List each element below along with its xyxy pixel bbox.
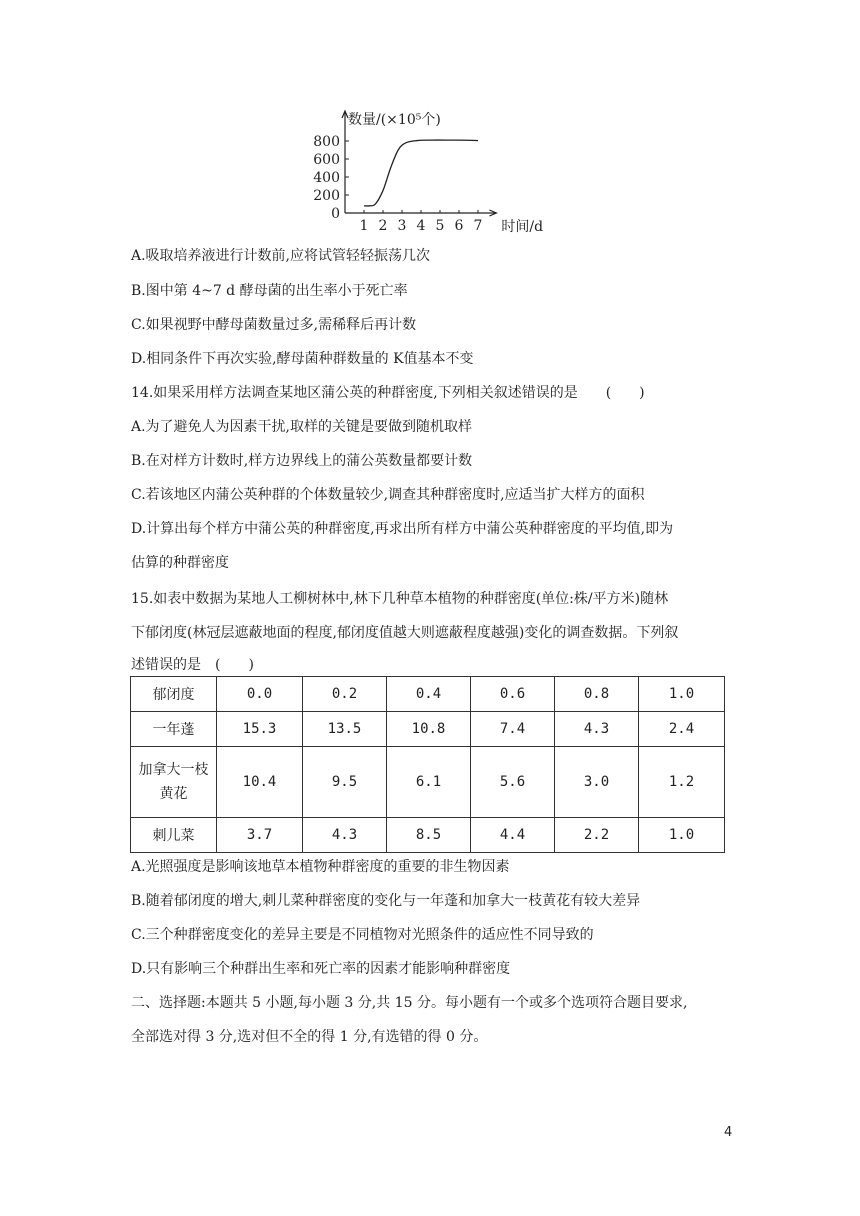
table-cell: 8.5 bbox=[387, 818, 471, 853]
table-cell: 4.4 bbox=[471, 818, 555, 853]
q15-option-a: A.光照强度是影响该地草本植物种群密度的重要的非生物因素 bbox=[131, 859, 510, 875]
table-row bbox=[131, 677, 725, 712]
table-cell: 3.0 bbox=[555, 747, 639, 818]
table-row bbox=[131, 747, 725, 818]
q13-option-d: D.相同条件下再次实验,酵母菌种群数量的 K值基本不变 bbox=[131, 351, 474, 367]
table-cell: 0.6 bbox=[471, 677, 555, 712]
table-cell: 0.2 bbox=[303, 677, 387, 712]
population-curve bbox=[364, 140, 478, 206]
x-tick-label: 4 bbox=[416, 218, 426, 234]
table-cell: 10.8 bbox=[387, 712, 471, 747]
x-tick-label: 2 bbox=[378, 218, 388, 234]
x-tick-label: 3 bbox=[397, 218, 407, 234]
x-tick-label: 1 bbox=[359, 218, 369, 234]
table-cell bbox=[131, 747, 217, 818]
table-cell: 4.3 bbox=[555, 712, 639, 747]
table-cell: 3.7 bbox=[217, 818, 303, 853]
table-cell: 2.4 bbox=[639, 712, 725, 747]
table-cell: 一年蓬 bbox=[131, 712, 217, 747]
table-cell: 2.2 bbox=[555, 818, 639, 853]
table-cell: 0.0 bbox=[217, 677, 303, 712]
section2-instructions-line1: 二、选择题:本题共 5 小题,每小题 3 分,共 15 分。每小题有一个或多个选项符合题目要求, bbox=[131, 995, 688, 1011]
y-tick-label: 800 bbox=[313, 134, 340, 150]
table-cell: 15.3 bbox=[217, 712, 303, 747]
table-cell: 4.3 bbox=[303, 818, 387, 853]
q15-option-b: B.随着郁闭度的增大,刺儿菜种群密度的变化与一年蓬和加拿大一枝黄花有较大差异 bbox=[131, 893, 641, 909]
x-tick-label: 6 bbox=[454, 218, 464, 234]
q15-data-table bbox=[130, 676, 725, 853]
row-label-line: 黄花 bbox=[159, 786, 188, 802]
y-tick-label: 0 bbox=[331, 206, 340, 222]
page-number: 4 bbox=[724, 1125, 733, 1140]
q15-stem-line2: 下郁闭度(林冠层遮蔽地面的程度,郁闭度值越大则遮蔽程度越强)变化的调查数据。下列叙 bbox=[131, 625, 679, 641]
q14-option-b: B.在对样方计数时,样方边界线上的蒲公英数量都要计数 bbox=[131, 453, 473, 469]
table-row bbox=[131, 818, 725, 853]
section2-instructions-line2: 全部选对得 3 分,选对但不全的得 1 分,有选错的得 0 分。 bbox=[131, 1029, 488, 1045]
table-cell: 10.4 bbox=[217, 747, 303, 818]
q13-option-c: C.如果视野中酵母菌数量过多,需稀释后再计数 bbox=[131, 317, 417, 333]
q14-option-a: A.为了避免人为因素干扰,取样的关键是要做到随机取样 bbox=[131, 419, 473, 435]
table-cell: 5.6 bbox=[471, 747, 555, 818]
q15-option-c: C.三个种群密度变化的差异主要是不同植物对光照条件的适应性不同导致的 bbox=[131, 927, 594, 943]
x-axis-label: 时间/d bbox=[501, 219, 544, 235]
table-cell: 1.2 bbox=[639, 747, 725, 818]
q13-option-b: B.图中第 4~7 d 酵母菌的出生率小于死亡率 bbox=[131, 283, 408, 299]
x-tick-label: 5 bbox=[435, 218, 445, 234]
table-cell: 9.5 bbox=[303, 747, 387, 818]
row-label-line: 加拿大一枝 bbox=[138, 762, 209, 778]
table-cell: 1.0 bbox=[639, 677, 725, 712]
q14-option-d-line1: D.计算出每个样方中蒲公英的种群密度,再求出所有样方中蒲公英种群密度的平均值,即为 bbox=[131, 521, 674, 537]
q13-option-a: A.吸取培养液进行计数前,应将试管轻轻振荡几次 bbox=[131, 248, 431, 264]
q14-stem: 14.如果采用样方法调查某地区蒲公英的种群密度,下列相关叙述错误的是 ( ) bbox=[131, 385, 645, 401]
table-cell: 0.4 bbox=[387, 677, 471, 712]
table-cell: 刺儿菜 bbox=[131, 818, 217, 853]
q14-option-d-line2: 估算的种群密度 bbox=[131, 555, 229, 571]
population-growth-chart bbox=[300, 100, 560, 240]
y-axis-label: 数量/(×10⁵个) bbox=[348, 112, 441, 128]
x-tick-label: 7 bbox=[473, 218, 483, 234]
q15-data-table-wrap bbox=[130, 676, 725, 853]
q15-option-d: D.只有影响三个种群出生率和死亡率的因素才能影响种群密度 bbox=[131, 961, 511, 977]
q15-stem-line3: 述错误的是 ( ) bbox=[131, 657, 254, 673]
table-cell: 郁闭度 bbox=[131, 677, 217, 712]
table-cell: 0.8 bbox=[555, 677, 639, 712]
table-row bbox=[131, 712, 725, 747]
table-cell: 13.5 bbox=[303, 712, 387, 747]
table-cell: 7.4 bbox=[471, 712, 555, 747]
q15-stem-line1: 15.如表中数据为某地人工柳树林中,林下几种草本植物的种群密度(单位:株/平方米)随林 bbox=[131, 591, 669, 607]
table-cell: 6.1 bbox=[387, 747, 471, 818]
table-cell: 1.0 bbox=[639, 818, 725, 853]
y-tick-label: 200 bbox=[313, 188, 340, 204]
q14-option-c: C.若该地区内蒲公英种群的个体数量较少,调查其种群密度时,应适当扩大样方的面积 bbox=[131, 487, 645, 503]
y-tick-label: 400 bbox=[313, 170, 340, 186]
y-tick-label: 600 bbox=[313, 152, 340, 168]
